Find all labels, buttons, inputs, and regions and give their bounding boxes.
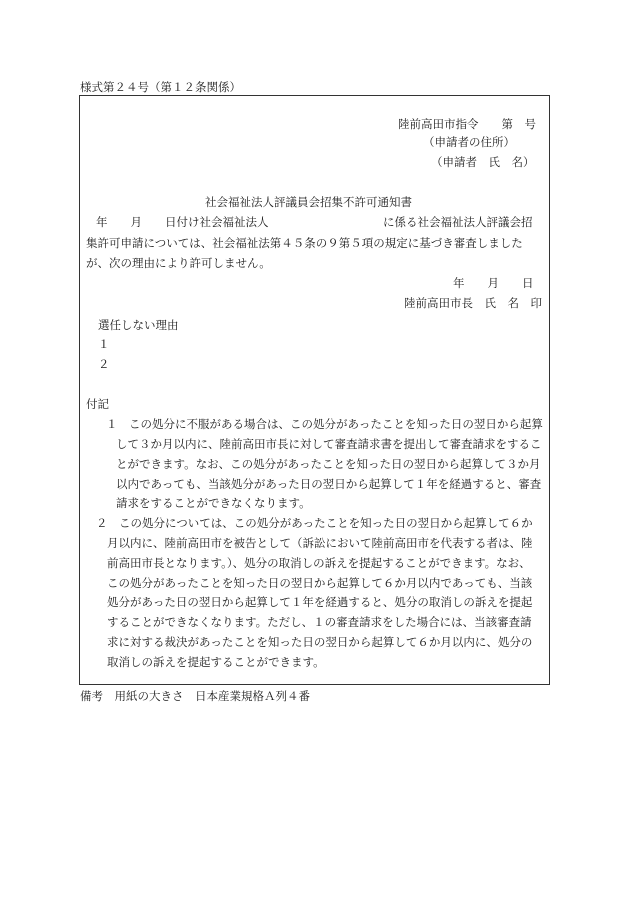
note2-line: 前高田市長となります。）、処分の取消しの訴えを提起することができます。なお、 [107,556,531,570]
note1-line: １ この処分に不服がある場合は、この処分があったことを知った日の翌日から起算 [106,417,543,431]
intro-line-2: 集許可申請については、社会福祉法第４５条の９第５項の規定に基づき審査しました [86,236,523,250]
issuer-number: 陸前高田市指令 第 号 [398,117,536,131]
note2-line: 取消しの訴えを提起することができます。 [107,655,325,669]
form-label: 様式第２４号（第１２条関係） [80,80,241,94]
note2-line: 処分があった日の翌日から起算して１年を経過すると、処分の取消しの訴えを提起 [107,595,533,609]
note1-line: 以内であっても、当該処分があった日の翌日から起算して１年を経過すると、審査 [116,477,542,491]
note2-line: この処分があったことを知った日の翌日から起算して６か月以内であっても、当該 [107,576,533,590]
reason-item-1: １ [98,337,110,351]
note2-line: ２ この処分については、この処分があったことを知った日の翌日から起算して６か [96,516,533,530]
mayor-signature: 陸前高田市長 氏 名 印 [404,296,542,310]
note2-line: することができなくなります。ただし、１の審査請求をした場合には、当該審査請 [107,615,532,629]
intro-line-3: が、次の理由により許可しません。 [86,256,271,270]
intro-line-1a: 年 月 日付け社会福祉法人 [96,215,269,229]
applicant-name: （申請者 氏 名） [431,155,535,169]
note1-line: して３か月以内に、陸前高田市長に対して審査請求書を提出して審査請求をするこ [116,437,542,451]
date-line: 年 月 日 [453,276,534,290]
note2-line: 求に対する裁決があったことを知った日の翌日から起算して６か月以内に、処分の [107,635,533,649]
document-title: 社会福祉法人評議員会招集不許可通知書 [205,195,412,209]
applicant-address: （申請者の住所） [423,135,515,149]
notes-heading: 付記 [86,397,109,411]
reason-item-2: ２ [98,357,110,371]
reason-heading: 選任しない理由 [98,318,179,332]
intro-line-1b: に係る社会福祉法人評議会招 [383,215,533,229]
note1-line: とができます。なお、この処分があったことを知った日の翌日から起算して３か月 [116,457,541,471]
note2-line: 月以内に、陸前高田市を被告として（訴訟において陸前高田市を代表する者は、陸 [107,536,533,550]
note1-line: 請求をすることができなくなります。 [116,496,311,510]
footnote: 備考 用紙の大きさ 日本産業規格Ａ列４番 [80,689,310,703]
